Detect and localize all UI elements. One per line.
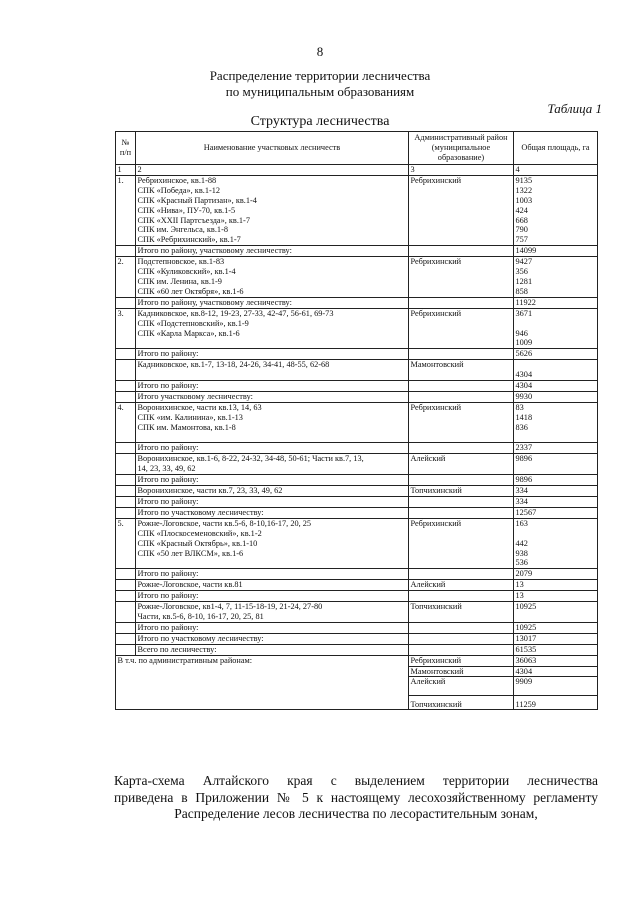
forest-name-cell bbox=[136, 633, 409, 644]
summary-label-cell: В т.ч. по административным районам: bbox=[116, 655, 409, 710]
district-cell: Ребрихинский bbox=[409, 175, 514, 245]
area-value: 424 bbox=[515, 205, 528, 215]
area-cell bbox=[514, 486, 598, 497]
forest-name-line: СПК «Плоскосеменовский», кв.1-2 bbox=[137, 528, 262, 538]
district-cell bbox=[409, 644, 514, 655]
row-number-cell bbox=[116, 454, 136, 475]
row-number-cell: 2. bbox=[116, 257, 136, 298]
footer-line-1: Карта-схема Алтайского края с выделением территории лесничества bbox=[114, 773, 598, 788]
table-row bbox=[116, 257, 598, 298]
area-cell bbox=[514, 443, 598, 454]
area-value: 9135 bbox=[515, 175, 533, 185]
area-cell bbox=[514, 497, 598, 508]
forest-name-line: Кадниковское, кв.8-12, 19-23, 27-33, 42-47, 56-61, 69-73 bbox=[137, 308, 334, 318]
district-cell: Топчихинский bbox=[409, 486, 514, 497]
table-row bbox=[116, 475, 598, 486]
forest-name-line: Ребрихинское, кв.1-88 bbox=[137, 175, 217, 185]
column-number-row bbox=[116, 165, 598, 176]
column-number-cell: 3 bbox=[409, 165, 514, 176]
row-number-cell bbox=[116, 602, 136, 623]
district-cell bbox=[409, 633, 514, 644]
area-value: 61535 bbox=[515, 644, 537, 654]
forest-name-line: Воронихинское, кв.1-6, 8-22, 24-32, 34-48, 50-61; Части кв.7, 13, bbox=[137, 454, 364, 464]
forest-name-line: Итого по участковому лесничеству: bbox=[137, 507, 264, 517]
district-cell bbox=[409, 497, 514, 508]
table-row bbox=[116, 497, 598, 508]
forest-name-cell bbox=[136, 391, 409, 402]
row-number-cell bbox=[116, 569, 136, 580]
area-value: 9896 bbox=[515, 475, 533, 485]
table-row bbox=[116, 443, 598, 454]
header-area: Общая площадь, га bbox=[514, 132, 598, 165]
forest-name-cell bbox=[136, 349, 409, 360]
forest-name-line: СПК «Красный Партизан», кв.1-4 bbox=[137, 195, 257, 205]
district-cell bbox=[409, 591, 514, 602]
district-cell: Алейский bbox=[409, 580, 514, 591]
area-cell bbox=[514, 569, 598, 580]
area-cell bbox=[514, 475, 598, 486]
forest-name-cell bbox=[136, 486, 409, 497]
table-row bbox=[116, 633, 598, 644]
table-row bbox=[116, 569, 598, 580]
area-value: 4304 bbox=[515, 381, 533, 391]
forest-name-line: Итого участковому лесничеству: bbox=[137, 391, 253, 401]
district-cell bbox=[409, 349, 514, 360]
area-cell bbox=[514, 391, 598, 402]
forest-name-cell bbox=[136, 507, 409, 518]
table-row bbox=[116, 622, 598, 633]
column-number-cell: 4 bbox=[514, 165, 598, 176]
forest-name-line: Части, кв.5-6, 8-10, 16-17, 20, 25, 81 bbox=[137, 611, 264, 621]
header-number: № п/п bbox=[116, 132, 136, 165]
forest-name-line: СПК «Победа», кв.1-12 bbox=[137, 185, 221, 195]
row-number-cell bbox=[116, 591, 136, 602]
table-row bbox=[116, 518, 598, 569]
district-cell: Ребрихинский bbox=[409, 257, 514, 298]
table-header-row bbox=[116, 132, 598, 165]
area-cell bbox=[514, 308, 598, 349]
district-cell: Топчихинский bbox=[409, 602, 514, 623]
summary-district-cell: Мамонтовский bbox=[409, 666, 514, 677]
area-value: 757 bbox=[515, 235, 528, 245]
district-cell: Ребрихинский bbox=[409, 518, 514, 569]
forest-name-line: Воронихинское, части кв.13, 14, 63 bbox=[137, 402, 262, 412]
forest-name-cell bbox=[136, 443, 409, 454]
district-cell bbox=[409, 297, 514, 308]
area-cell bbox=[514, 349, 598, 360]
area-value: 2337 bbox=[515, 443, 533, 453]
forest-name-line: Кадниковское, кв.1-7, 13-18, 24-26, 34-41, 48-55, 62-68 bbox=[137, 360, 330, 370]
area-value: 1322 bbox=[515, 185, 533, 195]
area-cell bbox=[514, 402, 598, 443]
area-value: 9427 bbox=[515, 257, 533, 267]
forest-name-line: СПК им. Ленина, кв.1-9 bbox=[137, 276, 222, 286]
forest-name-cell bbox=[136, 297, 409, 308]
footer-line-3: Распределение лесов лесничества по лесорастительным зонам, bbox=[174, 806, 538, 821]
header-district: Административный район (муниципальное образование) bbox=[409, 132, 514, 165]
area-value: 3671 bbox=[515, 308, 533, 318]
forest-name-line: СПК «Карла Маркса», кв.1-6 bbox=[137, 328, 240, 338]
forest-name-line: СПК «Куликовский», кв.1-4 bbox=[137, 267, 236, 277]
table-row bbox=[116, 297, 598, 308]
row-number-cell bbox=[116, 580, 136, 591]
area-value: 790 bbox=[515, 225, 528, 235]
district-cell bbox=[409, 507, 514, 518]
forest-name-line: Рожне-Логовское, части кв.5-6, 8-10,16-17, 20, 25 bbox=[137, 518, 312, 528]
area-cell bbox=[514, 602, 598, 623]
row-number-cell bbox=[116, 360, 136, 381]
table-row bbox=[116, 591, 598, 602]
row-number-cell bbox=[116, 475, 136, 486]
area-value: 946 bbox=[515, 328, 528, 338]
area-value: 858 bbox=[515, 286, 528, 296]
forest-name-cell bbox=[136, 246, 409, 257]
row-number-cell bbox=[116, 507, 136, 518]
table-row bbox=[116, 507, 598, 518]
row-number-cell bbox=[116, 246, 136, 257]
area-cell bbox=[514, 518, 598, 569]
forest-name-line: 14, 23, 33, 49, 62 bbox=[137, 464, 196, 474]
document-heading bbox=[0, 68, 640, 100]
column-number-cell: 2 bbox=[136, 165, 409, 176]
area-value: 334 bbox=[515, 497, 528, 506]
district-cell: Ребрихинский bbox=[409, 308, 514, 349]
row-number-cell bbox=[116, 297, 136, 308]
district-cell: Алейский bbox=[409, 454, 514, 475]
district-cell bbox=[409, 391, 514, 402]
table-row bbox=[116, 644, 598, 655]
row-number-cell: 3. bbox=[116, 308, 136, 349]
forest-name-cell bbox=[136, 569, 409, 580]
forest-name-cell bbox=[136, 308, 409, 349]
heading-line-2: по муниципальным образованиям bbox=[225, 84, 415, 99]
forest-name-cell bbox=[136, 402, 409, 443]
area-value bbox=[516, 360, 596, 370]
area-value bbox=[516, 529, 596, 539]
table-row bbox=[116, 381, 598, 392]
area-value: 1003 bbox=[515, 195, 533, 205]
forest-name-line: Рожне-Логовское, части кв.81 bbox=[137, 580, 243, 590]
area-value: 9896 bbox=[515, 454, 533, 464]
forest-name-cell bbox=[136, 518, 409, 569]
forest-name-line bbox=[138, 370, 407, 380]
row-number-cell bbox=[116, 349, 136, 360]
forest-name-line: СПК «50 лет ВЛКСМ», кв.1-6 bbox=[137, 548, 244, 558]
forest-name-cell bbox=[136, 257, 409, 298]
forest-name-cell bbox=[136, 644, 409, 655]
row-number-cell bbox=[116, 443, 136, 454]
district-cell: Мамонтовский bbox=[409, 360, 514, 381]
table-row bbox=[116, 349, 598, 360]
row-number-cell: 1. bbox=[116, 175, 136, 245]
forest-name-line: Итого по участковому лесничеству: bbox=[137, 633, 264, 643]
row-number-cell bbox=[116, 622, 136, 633]
area-value: 163 bbox=[515, 518, 528, 528]
table-row bbox=[116, 486, 598, 497]
forest-name-line: Всего по лесничеству: bbox=[137, 644, 217, 654]
area-value: 1418 bbox=[515, 412, 533, 422]
forestry-structure-table bbox=[115, 131, 598, 710]
summary-district-cell: Алейский bbox=[409, 677, 514, 696]
page-number: 8 bbox=[316, 44, 324, 59]
forest-name-line: Подстепновское, кв.1-83 bbox=[137, 257, 225, 267]
forest-name-line: Итого по району: bbox=[137, 622, 199, 632]
area-value: 13 bbox=[515, 591, 524, 601]
area-cell bbox=[514, 360, 598, 381]
area-value: 14099 bbox=[515, 246, 537, 256]
forest-name-line: СПК «им. Калинина», кв.1-13 bbox=[137, 412, 243, 422]
area-value: 12567 bbox=[515, 507, 537, 517]
table-row bbox=[116, 360, 598, 381]
district-cell bbox=[409, 569, 514, 580]
row-number-cell: 5. bbox=[116, 518, 136, 569]
forest-name-line: Итого по району: bbox=[137, 497, 199, 506]
area-cell bbox=[514, 175, 598, 245]
area-value: 938 bbox=[515, 548, 528, 558]
area-cell bbox=[514, 454, 598, 475]
forest-name-line: Итого по району, участковому лесничеству: bbox=[137, 246, 292, 256]
area-value bbox=[516, 433, 596, 443]
summary-area-cell: 4304 bbox=[514, 666, 598, 677]
area-cell bbox=[514, 622, 598, 633]
district-cell bbox=[409, 622, 514, 633]
area-value bbox=[516, 319, 596, 329]
row-number-cell bbox=[116, 381, 136, 392]
area-value: 5626 bbox=[515, 349, 533, 359]
forest-name-line: Рожне-Логовское, кв1-4, 7, 11-15-18-19, 21-24, 27-80 bbox=[137, 602, 323, 612]
area-value: 4304 bbox=[515, 370, 533, 380]
table-row bbox=[116, 308, 598, 349]
area-cell bbox=[514, 591, 598, 602]
area-cell bbox=[514, 381, 598, 392]
forest-name-line: СПК «XXII Партсъезда», кв.1-7 bbox=[137, 215, 250, 225]
header-name: Наименование участковых лесничеств bbox=[136, 132, 409, 165]
row-number-cell bbox=[116, 644, 136, 655]
forest-name-cell bbox=[136, 602, 409, 623]
table-title: Структура лесничества bbox=[250, 114, 390, 129]
area-cell bbox=[514, 257, 598, 298]
forest-name-line: СПК «Нива», ПУ-70, кв.1-5 bbox=[137, 205, 236, 215]
forest-name-cell bbox=[136, 475, 409, 486]
forest-name-line: Итого по району: bbox=[137, 569, 199, 579]
forest-name-line bbox=[138, 433, 407, 443]
district-cell bbox=[409, 443, 514, 454]
area-cell bbox=[514, 246, 598, 257]
area-value: 2079 bbox=[515, 569, 533, 579]
table-row bbox=[116, 580, 598, 591]
forest-name-cell bbox=[136, 360, 409, 381]
area-cell bbox=[514, 580, 598, 591]
forest-name-cell bbox=[136, 580, 409, 591]
forest-name-cell bbox=[136, 497, 409, 508]
area-value: 334 bbox=[515, 486, 528, 496]
table-row bbox=[116, 246, 598, 257]
district-cell bbox=[409, 381, 514, 392]
row-number-cell bbox=[116, 486, 136, 497]
summary-district-cell: Топчихинский bbox=[409, 696, 514, 710]
area-value: 356 bbox=[515, 267, 528, 277]
forest-name-line: Итого по району: bbox=[137, 591, 199, 601]
row-number-cell: 4. bbox=[116, 402, 136, 443]
area-value: 1009 bbox=[515, 338, 533, 348]
forest-name-line: Итого по району: bbox=[137, 381, 199, 391]
table-body bbox=[116, 165, 598, 710]
forest-name-cell bbox=[136, 454, 409, 475]
table-row bbox=[116, 454, 598, 475]
summary-district-cell: Ребрихинский bbox=[409, 655, 514, 666]
forest-name-line bbox=[138, 558, 407, 568]
area-cell bbox=[514, 644, 598, 655]
heading-line-1: Распределение территории лесничества bbox=[209, 68, 431, 83]
area-value: 9930 bbox=[515, 391, 533, 401]
table-label: Таблица 1 bbox=[547, 101, 602, 116]
summary-area-cell: 9909 bbox=[514, 677, 598, 696]
district-cell: Ребрихинский bbox=[409, 402, 514, 443]
table-row bbox=[116, 175, 598, 245]
forest-name-line: Итого по району: bbox=[137, 349, 199, 359]
forest-name-line: СПК им. Энгельса, кв.1-8 bbox=[137, 225, 228, 235]
area-cell bbox=[514, 633, 598, 644]
forest-name-line: Воронихинское, части кв.7, 23, 33, 49, 62 bbox=[137, 486, 283, 496]
summary-area-cell: 36063 bbox=[514, 655, 598, 666]
area-value: 536 bbox=[515, 558, 528, 568]
area-value: 668 bbox=[515, 215, 528, 225]
area-value: 1281 bbox=[515, 276, 533, 286]
forest-name-line: Итого по району, участковому лесничеству: bbox=[137, 297, 292, 307]
area-value: 11922 bbox=[515, 297, 536, 307]
area-value: 13017 bbox=[515, 633, 537, 643]
forest-name-line bbox=[138, 338, 407, 348]
forest-name-line: СПК «Ребрихинский», кв.1-7 bbox=[137, 235, 241, 245]
table-row bbox=[116, 402, 598, 443]
summary-row bbox=[116, 655, 598, 666]
district-cell bbox=[409, 246, 514, 257]
row-number-cell bbox=[116, 391, 136, 402]
footer-line-2: приведена в Приложении № 5 к настоящему лесохозяйственному регламенту bbox=[114, 789, 598, 805]
forest-name-line: СПК «60 лет Октября», кв.1-6 bbox=[137, 286, 244, 296]
forest-name-cell bbox=[136, 381, 409, 392]
forest-name-line: Итого по району: bbox=[137, 443, 199, 453]
column-number-cell: 1 bbox=[116, 165, 136, 176]
forest-name-cell bbox=[136, 622, 409, 633]
forest-name-cell bbox=[136, 591, 409, 602]
bottom-text bbox=[114, 773, 598, 823]
area-value: 10925 bbox=[515, 602, 537, 612]
area-cell bbox=[514, 297, 598, 308]
summary-area-cell: 11259 bbox=[514, 696, 598, 710]
district-cell bbox=[409, 475, 514, 486]
row-number-cell bbox=[116, 497, 136, 508]
row-number-cell bbox=[116, 633, 136, 644]
table-row bbox=[116, 602, 598, 623]
area-value: 83 bbox=[515, 402, 524, 412]
area-value: 442 bbox=[515, 538, 528, 548]
forest-name-line: СПК «Красный Октябрь», кв.1-10 bbox=[137, 538, 258, 548]
forest-name-line: Итого по району: bbox=[137, 475, 199, 485]
forest-name-cell bbox=[136, 175, 409, 245]
table-row bbox=[116, 391, 598, 402]
area-cell bbox=[514, 507, 598, 518]
area-value: 836 bbox=[515, 422, 528, 432]
forest-name-line: СПК «Подстепновский», кв.1-9 bbox=[137, 318, 249, 328]
area-value: 13 bbox=[515, 580, 524, 590]
forest-name-line: СПК им. Мамонтова, кв.1-8 bbox=[137, 422, 236, 432]
area-value: 10925 bbox=[515, 622, 537, 632]
